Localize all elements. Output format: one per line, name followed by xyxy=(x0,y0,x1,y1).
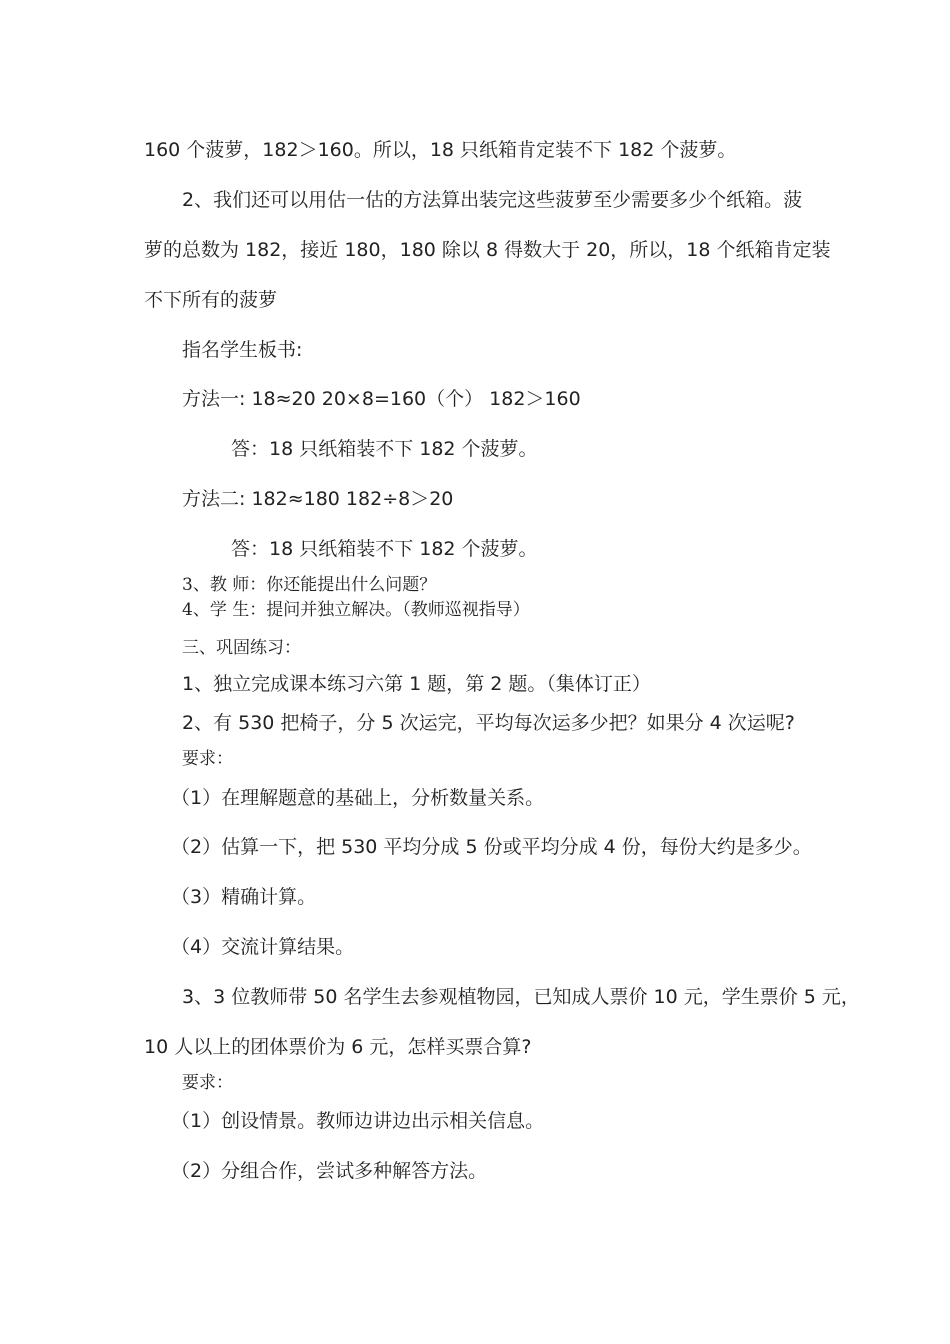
answer-line: 答：18 只纸箱装不下 182 个菠萝。 xyxy=(231,438,538,460)
section-heading: 三、巩固练习： xyxy=(182,638,301,658)
requirement-label: 要求： xyxy=(182,749,233,769)
text-line: 指名学生板书: xyxy=(182,339,303,361)
text-line: 160 个菠萝，182＞160。所以，18 只纸箱肯定装不下 182 个菠萝。 xyxy=(144,139,737,161)
text-line: 不下所有的菠萝 xyxy=(144,289,278,311)
list-item: （3）精确计算。 xyxy=(171,886,317,908)
list-item: （2）估算一下，把 530 平均分成 5 份或平均分成 4 份，每份大约是多少。 xyxy=(171,836,812,858)
list-item: （1）创设情景。教师边讲边出示相关信息。 xyxy=(171,1110,545,1132)
method-one-line: 方法一: 18≈20 20×8=160（个） 182＞160 xyxy=(182,388,581,410)
list-item: （4）交流计算结果。 xyxy=(171,936,355,958)
text-line: 2、我们还可以用估一估的方法算出装完这些菠萝至少需要多少个纸箱。菠 xyxy=(182,189,803,211)
text-line: 10 人以上的团体票价为 6 元，怎样买票合算? xyxy=(144,1036,532,1058)
text-line: 萝的总数为 182，接近 180，180 除以 8 得数大于 20，所以，18 个纸箱肯定装 xyxy=(144,239,831,261)
requirement-label: 要求： xyxy=(182,1073,233,1093)
text-line: 3、教 师：你还能提出什么问题？ xyxy=(182,575,437,595)
answer-line: 答：18 只纸箱装不下 182 个菠萝。 xyxy=(231,538,538,560)
text-line: 3、3 位教师带 50 名学生去参观植物园，已知成人票价 10 元，学生票价 5 元， xyxy=(182,986,860,1008)
method-two-line: 方法二: 182≈180 182÷8＞20 xyxy=(182,488,454,510)
list-item: （1）在理解题意的基础上，分析数量关系。 xyxy=(171,787,545,809)
text-line: 4、学 生：提问并独立解决。（教师巡视指导） xyxy=(182,600,530,620)
text-line: 2、有 530 把椅子，分 5 次运完，平均每次运多少把？如果分 4 次运呢? xyxy=(182,712,795,734)
text-line: 1、独立完成课本练习六第 1 题，第 2 题。（集体订正） xyxy=(182,673,651,695)
list-item: （2）分组合作，尝试多种解答方法。 xyxy=(171,1160,488,1182)
